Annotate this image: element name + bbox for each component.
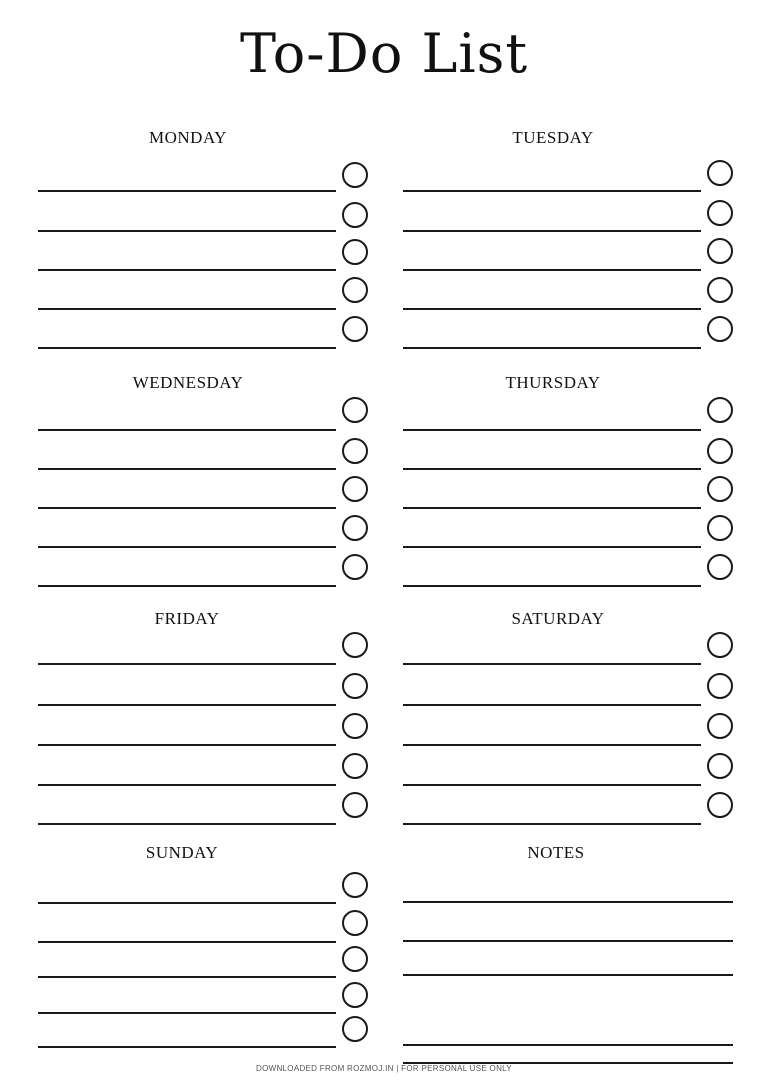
checkbox-circle[interactable] [707,277,733,303]
task-line[interactable] [403,190,701,192]
task-line[interactable] [38,902,336,904]
checkbox-circle[interactable] [342,946,368,972]
task-line[interactable] [38,468,336,470]
task-row [403,752,743,792]
task-row [38,397,378,437]
checkbox-circle[interactable] [342,872,368,898]
checkbox-circle[interactable] [342,277,368,303]
task-row [38,436,378,476]
task-row [403,475,743,515]
task-row [38,158,378,198]
task-line[interactable] [38,585,336,587]
task-row [403,631,743,671]
task-line[interactable] [38,663,336,665]
task-row [38,198,378,238]
checkbox-circle[interactable] [342,910,368,936]
checkbox-circle[interactable] [342,554,368,580]
checkbox-circle[interactable] [342,792,368,818]
checkbox-circle[interactable] [707,476,733,502]
checkbox-circle[interactable] [342,202,368,228]
task-line[interactable] [403,546,701,548]
task-row [403,791,743,831]
checkbox-circle[interactable] [342,982,368,1008]
checkbox-circle[interactable] [342,753,368,779]
note-line[interactable] [403,1044,733,1046]
task-line[interactable] [403,230,701,232]
task-row [38,910,378,950]
task-row [403,276,743,316]
task-line[interactable] [38,230,336,232]
task-row [38,945,378,985]
task-row [38,475,378,515]
task-row [403,436,743,476]
task-line[interactable] [403,347,701,349]
task-row [403,397,743,437]
task-line[interactable] [38,976,336,978]
note-line[interactable] [403,974,733,976]
checkbox-circle[interactable] [342,162,368,188]
task-line[interactable] [38,744,336,746]
task-row [38,237,378,277]
task-row [38,1015,378,1055]
checkbox-circle[interactable] [342,713,368,739]
task-row [38,631,378,671]
task-line[interactable] [38,347,336,349]
task-row [403,198,743,238]
task-line[interactable] [403,744,701,746]
checkbox-circle[interactable] [342,632,368,658]
task-line[interactable] [403,269,701,271]
task-line[interactable] [403,663,701,665]
task-line[interactable] [38,429,336,431]
checkbox-circle[interactable] [342,515,368,541]
checkbox-circle[interactable] [707,316,733,342]
task-row [38,553,378,593]
checkbox-circle[interactable] [707,554,733,580]
task-line[interactable] [38,784,336,786]
task-line[interactable] [403,308,701,310]
day-heading: SATURDAY [511,609,605,628]
task-line[interactable] [38,308,336,310]
checkbox-circle[interactable] [342,239,368,265]
task-row [403,553,743,593]
task-line[interactable] [38,704,336,706]
task-line[interactable] [38,1012,336,1014]
task-line[interactable] [403,468,701,470]
task-line[interactable] [38,941,336,943]
task-row [38,871,378,911]
checkbox-circle[interactable] [342,673,368,699]
task-line[interactable] [38,190,336,192]
task-line[interactable] [38,1046,336,1048]
checkbox-circle[interactable] [707,673,733,699]
task-line[interactable] [38,546,336,548]
checkbox-circle[interactable] [707,632,733,658]
checkbox-circle[interactable] [707,792,733,818]
task-line[interactable] [403,507,701,509]
task-row [38,712,378,752]
task-line[interactable] [38,823,336,825]
day-heading: WEDNESDAY [132,373,244,392]
task-row [38,791,378,831]
task-row [38,315,378,355]
note-line[interactable] [403,940,733,942]
note-line[interactable] [403,901,733,903]
page-title: To-Do List [239,22,529,85]
task-row [38,672,378,712]
task-line[interactable] [403,585,701,587]
task-row [403,672,743,712]
task-row [403,237,743,277]
checkbox-circle[interactable] [707,515,733,541]
checkbox-circle[interactable] [707,397,733,423]
task-line[interactable] [38,269,336,271]
day-heading: FRIDAY [154,609,220,628]
checkbox-circle[interactable] [707,200,733,226]
notes-heading: NOTES [527,843,585,862]
checkbox-circle[interactable] [707,713,733,739]
task-row [403,158,743,198]
checkbox-circle[interactable] [342,476,368,502]
checkbox-circle[interactable] [342,1016,368,1042]
checkbox-circle[interactable] [707,753,733,779]
day-heading: THURSDAY [505,373,601,392]
task-row [38,514,378,554]
footer-note: DOWNLOADED FROM ROZMOJ.IN | FOR PERSONAL USE ONLY [256,1064,512,1073]
task-row [38,752,378,792]
task-row [403,514,743,554]
checkbox-circle[interactable] [707,438,733,464]
checkbox-circle[interactable] [707,238,733,264]
checkbox-circle[interactable] [342,316,368,342]
task-line[interactable] [403,429,701,431]
checkbox-circle[interactable] [342,438,368,464]
task-line[interactable] [38,507,336,509]
checkbox-circle[interactable] [707,160,733,186]
task-row [38,276,378,316]
task-line[interactable] [403,823,701,825]
day-heading: SUNDAY [145,843,219,862]
checkbox-circle[interactable] [342,397,368,423]
task-line[interactable] [403,704,701,706]
day-heading: TUESDAY [512,128,594,147]
task-row [403,712,743,752]
task-line[interactable] [403,784,701,786]
day-heading: MONDAY [149,128,227,147]
task-row [403,315,743,355]
